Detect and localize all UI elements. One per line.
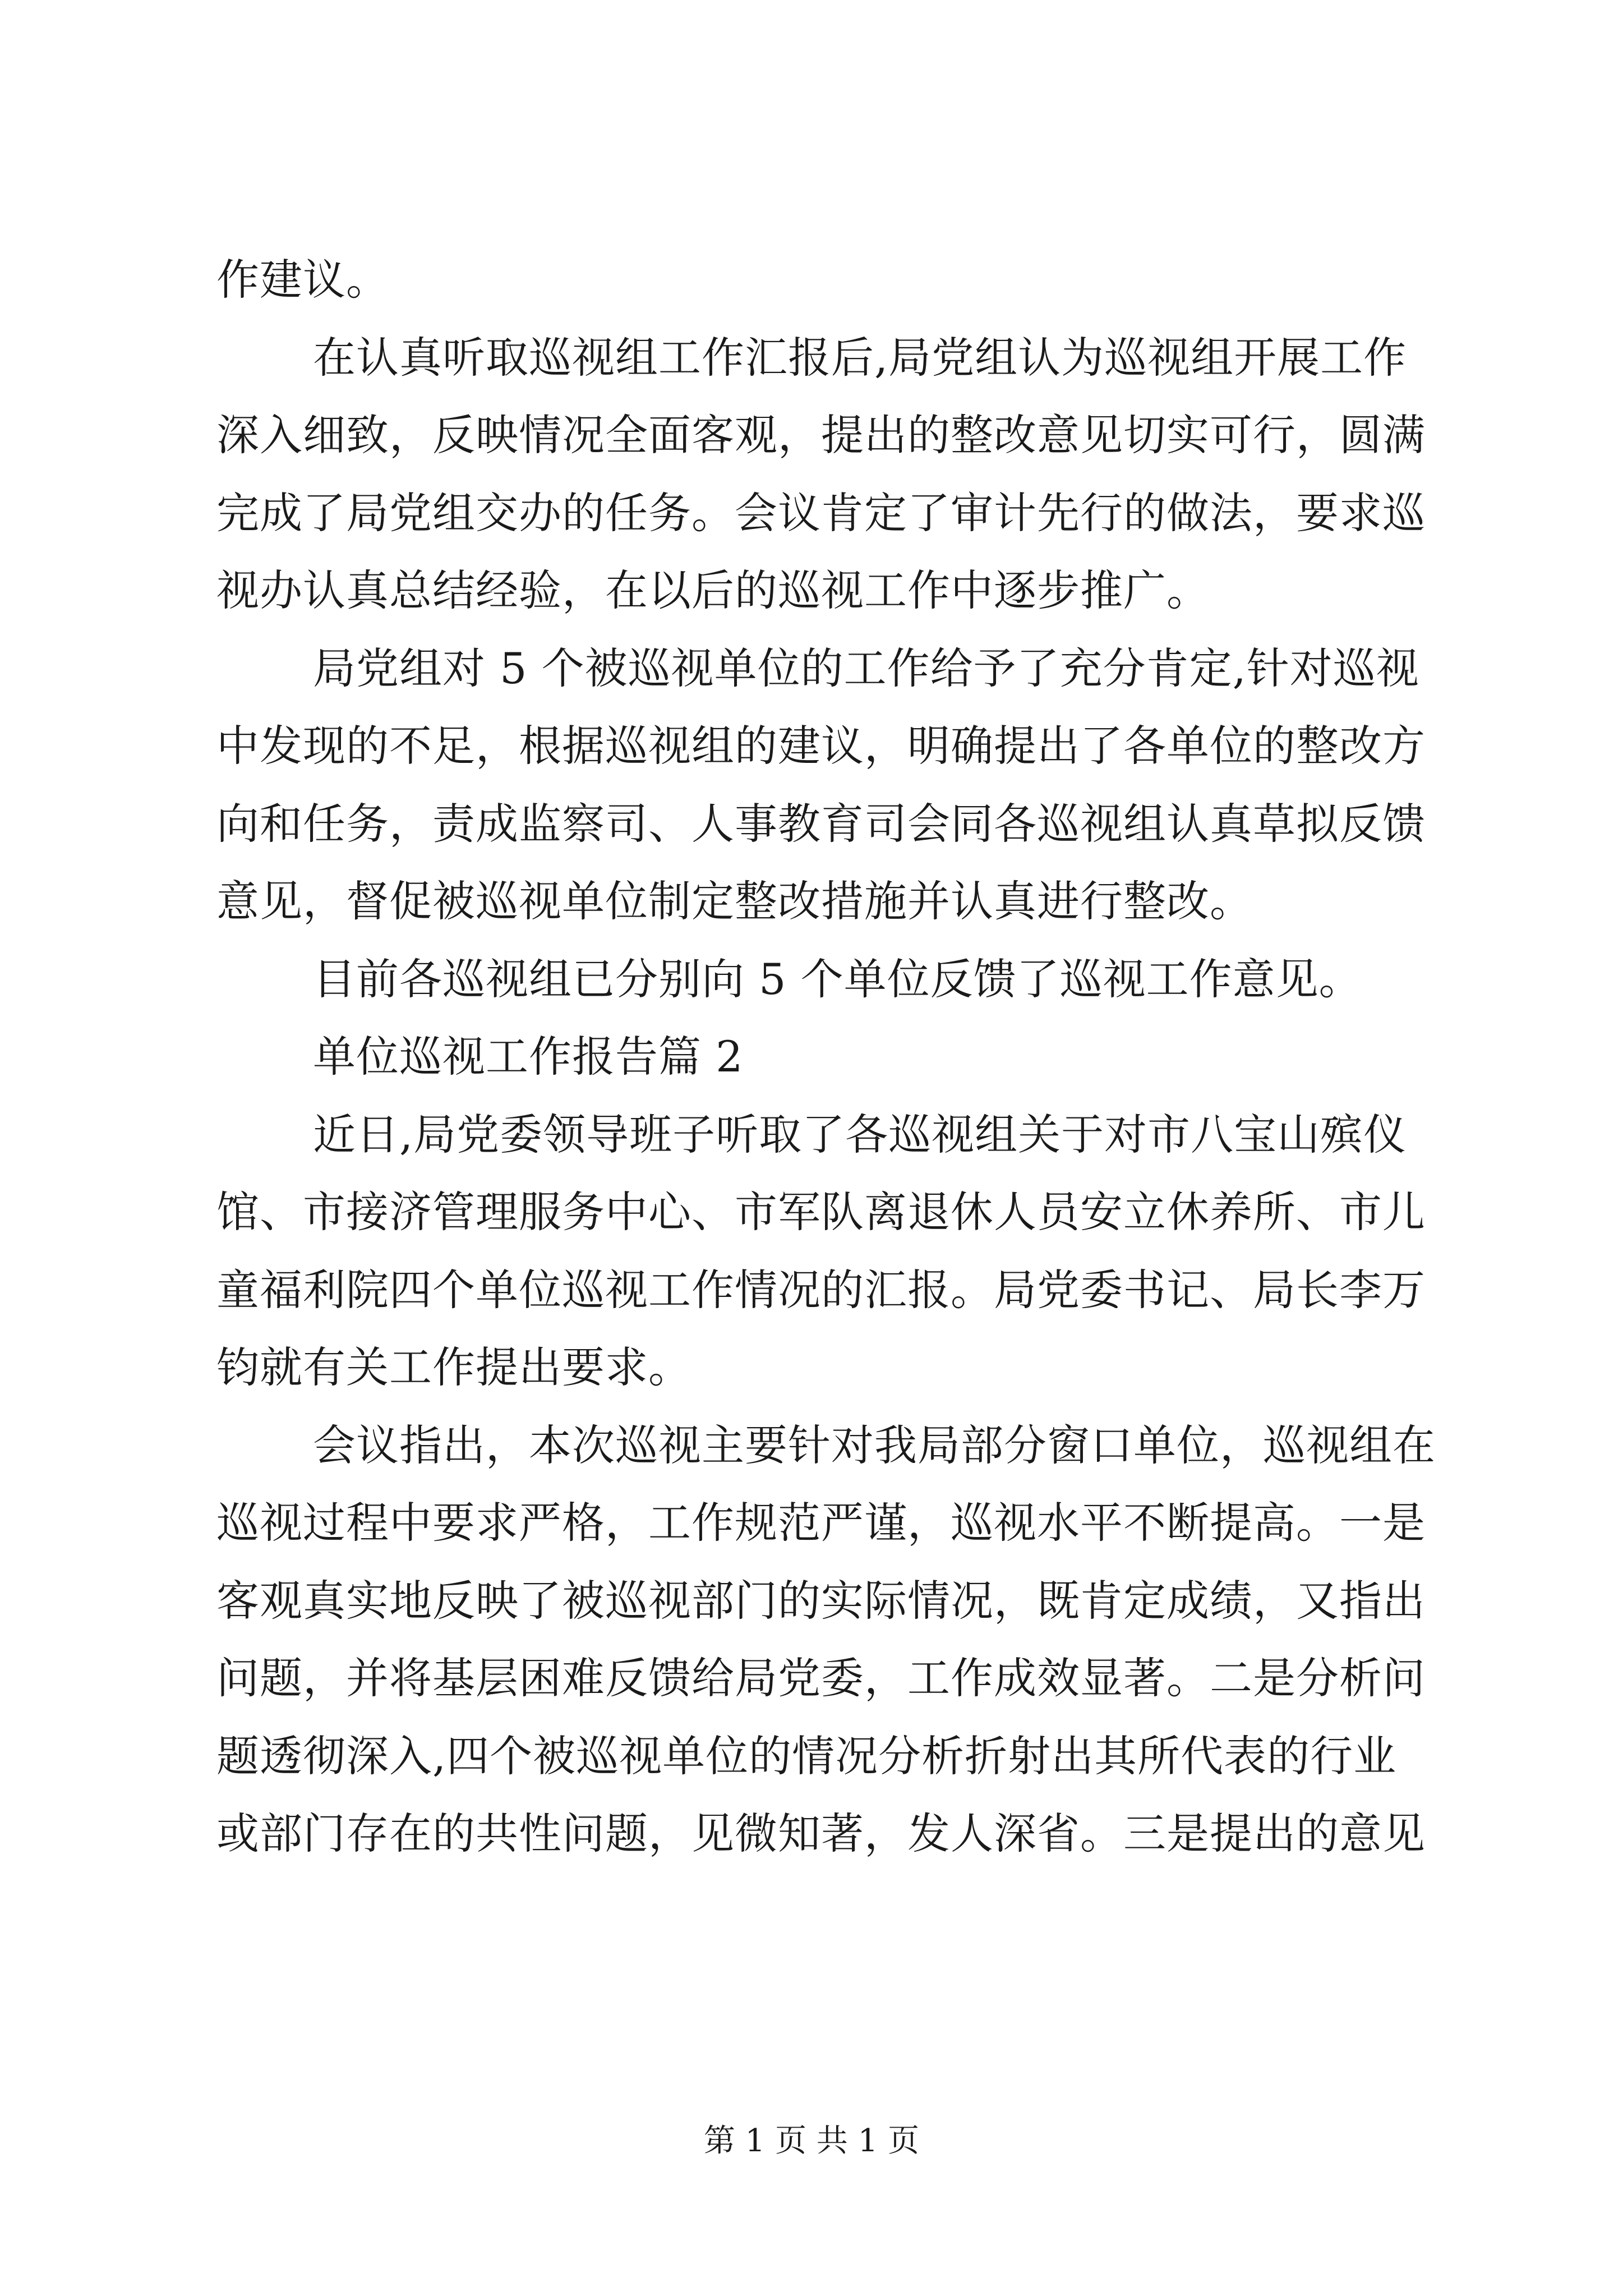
text-line: 局党组对 5 个被巡视单位的工作给予了充分肯定,针对巡视 bbox=[313, 643, 1419, 693]
text-line: 钧就有关工作提出要求。 bbox=[216, 1342, 691, 1392]
text-line: 向和任务，责成监察司、人事教育司会同各巡视组认真草拟反馈 bbox=[216, 798, 1426, 849]
text-line: 或部门存在的共性问题，见微知著，发人深省。三是提出的意见 bbox=[216, 1809, 1426, 1858]
text-line: 巡视过程中要求严格，工作规范严谨，巡视水平不断提高。一是 bbox=[216, 1498, 1426, 1548]
section-heading: 单位巡视工作报告篇 2 bbox=[313, 1032, 744, 1082]
text-line: 题透彻深入,四个被巡视单位的情况分析折射出其所代表的行业 bbox=[216, 1731, 1397, 1781]
text-line: 目前各巡视组已分别向 5 个单位反馈了巡视工作意见。 bbox=[313, 954, 1362, 1004]
text-line: 问题，并将基层困难反馈给局党委，工作成效显著。二是分析问 bbox=[216, 1653, 1426, 1703]
text-line: 中发现的不足，根据巡视组的建议，明确提出了各单位的整改方 bbox=[216, 721, 1426, 771]
text-line: 视办认真总结经验，在以后的巡视工作中逐步推广。 bbox=[216, 565, 1210, 615]
text-line: 会议指出，本次巡视主要针对我局部分窗口单位，巡视组在 bbox=[313, 1420, 1436, 1470]
text-line: 客观真实地反映了被巡视部门的实际情况，既肯定成绩，又指出 bbox=[216, 1575, 1426, 1626]
text-line: 完成了局党组交办的任务。会议肯定了审计先行的做法，要求巡 bbox=[216, 487, 1426, 538]
page-footer: 第 1 页 共 1 页 bbox=[703, 2123, 920, 2159]
document-body bbox=[216, 241, 1436, 1873]
text-line: 作建议。 bbox=[216, 255, 389, 305]
text-line: 深入细致，反映情况全面客观，提出的整改意见切实可行，圆满 bbox=[216, 410, 1426, 460]
text-line: 意见，督促被巡视单位制定整改措施并认真进行整改。 bbox=[216, 876, 1253, 926]
text-line: 馆、市接济管理服务中心、市军队离退休人员安立休养所、市儿 bbox=[216, 1187, 1426, 1237]
text-line: 童福利院四个单位巡视工作情况的汇报。局党委书记、局长李万 bbox=[216, 1264, 1426, 1315]
text-line: 近日,局党委领导班子听取了各巡视组关于对市八宝山殡仪 bbox=[313, 1109, 1407, 1159]
text-line: 在认真听取巡视组工作汇报后,局党组认为巡视组开展工作 bbox=[313, 332, 1407, 383]
